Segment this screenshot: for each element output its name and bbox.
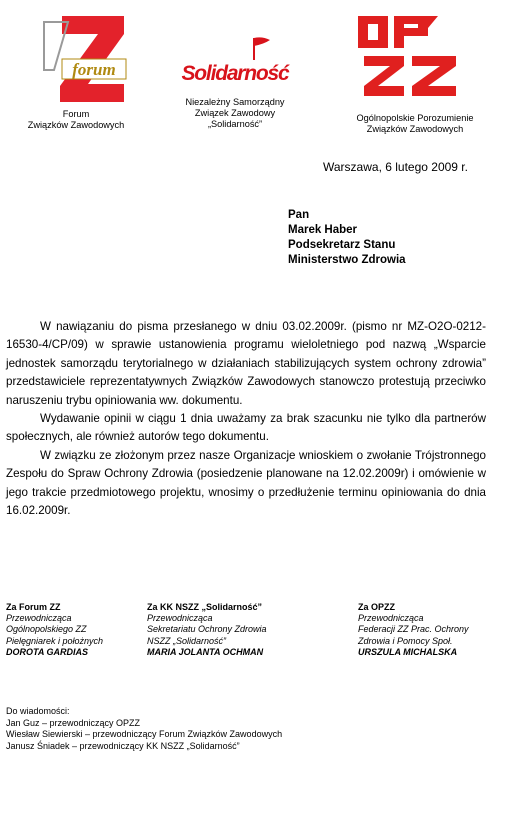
signature-opzz bbox=[358, 602, 469, 658]
solidarnosc-logo-icon bbox=[170, 34, 300, 92]
letter-body bbox=[6, 318, 486, 520]
signature-role: Przewodnicząca bbox=[358, 613, 424, 624]
signature-solidarnosc bbox=[147, 602, 267, 658]
body-paragraph-3: W związku ze złożonym przez nasze Organizacje wnioskiem o zwołanie Trójstronnego Zespołu do Spraw Ochrony Zdrowia (posiedzenie planowane na 12.02.2009r) i omówienie w jego trakcie przedmiotowego projektu, wnosimy o przedłużenie terminu opiniowania do dnia 16.02.2009r. bbox=[6, 448, 486, 518]
signature-forum bbox=[6, 602, 103, 658]
opzz-caption-line2: Związków Zawodowych bbox=[366, 124, 464, 134]
signature-heading: Za Forum ZZ bbox=[6, 602, 61, 612]
cc-item: Wiesław Siewierski – przewodniczący Forum Związków Zawodowych bbox=[6, 729, 283, 740]
signature-heading: Za OPZZ bbox=[358, 602, 396, 612]
opzz-logo-block bbox=[330, 12, 500, 135]
signature-name: URSZULA MICHALSKA bbox=[358, 646, 458, 657]
signature-role: Sekretariatu Ochrony Zdrowia bbox=[147, 624, 267, 635]
signature-role: Federacji ZZ Prac. Ochrony bbox=[358, 624, 469, 635]
addressee-block bbox=[288, 208, 406, 268]
cc-item: Jan Guz – przewodniczący OPZZ bbox=[6, 717, 141, 728]
signature-heading: Za KK NSZZ „Solidarność” bbox=[147, 602, 263, 612]
opzz-caption-line1: Ogólnopolskie Porozumienie bbox=[356, 113, 474, 123]
forum-logo-block bbox=[16, 12, 136, 131]
body-paragraph-1: W nawiązaniu do pisma przesłanego w dniu 03.02.2009r. (pismo nr MZ-O2O-0212-16530-4/CP/09) w sprawie ustanowienia programu wieloletniego pod nazwą „Wsparcie jednostek samorządu terytorialnego w działaniach stabilizujących system ochrony zdrowia” przedstawiciele reprezentatywnych Związków Zawodowych stanowczo protestują przeciwko naruszeniu trybu opiniowania ww. dokumentu. bbox=[6, 320, 486, 407]
signature-name: MARIA JOLANTA OCHMAN bbox=[147, 646, 264, 657]
solidarnosc-caption-line2: Związek Zawodowy bbox=[194, 108, 276, 118]
cc-list bbox=[6, 706, 282, 752]
signature-role: Przewodnicząca bbox=[147, 613, 213, 624]
addressee-institution: Ministerstwo Zdrowia bbox=[288, 254, 406, 266]
solidarnosc-caption-line1: Niezależny Samorządny bbox=[185, 97, 285, 107]
forum-caption-line2: Związków Zawodowych bbox=[27, 120, 125, 130]
solidarnosc-caption-line3: „Solidarność” bbox=[207, 119, 263, 129]
forum-caption-line1: Forum bbox=[62, 109, 90, 119]
cc-heading: Do wiadomości: bbox=[6, 706, 70, 716]
signature-role: Pielęgniarek i położnych bbox=[6, 635, 104, 646]
cc-item: Janusz Śniadek – przewodniczący KK NSZZ „Solidarność” bbox=[6, 740, 240, 751]
signature-role: Zdrowia i Pomocy Społ. bbox=[358, 635, 453, 646]
solidarnosc-logo-block bbox=[170, 34, 300, 130]
letter-date: Warszawa, 6 lutego 2009 r. bbox=[323, 160, 468, 174]
opzz-logo-icon bbox=[330, 12, 500, 108]
forum-logo-icon bbox=[16, 12, 136, 104]
signature-role: Ogólnopolskiego ZZ bbox=[6, 624, 87, 635]
addressee-position: Podsekretarz Stanu bbox=[288, 239, 396, 251]
signature-role: Przewodnicząca bbox=[6, 613, 72, 624]
body-paragraph-2: Wydawanie opinii w ciągu 1 dnia uważamy za brak szacunku nie tylko dla partnerów społecznych, ale również autorów tego dokumentu. bbox=[6, 412, 486, 444]
solidarnosc-logo-text: Solidarność bbox=[181, 62, 289, 85]
addressee-salutation: Pan bbox=[288, 209, 310, 221]
forum-logo-text: forum bbox=[72, 60, 116, 79]
signature-role: NSZZ „Solidarność” bbox=[147, 635, 227, 646]
signature-name: DOROTA GARDIAS bbox=[6, 646, 88, 657]
addressee-name: Marek Haber bbox=[288, 224, 358, 236]
